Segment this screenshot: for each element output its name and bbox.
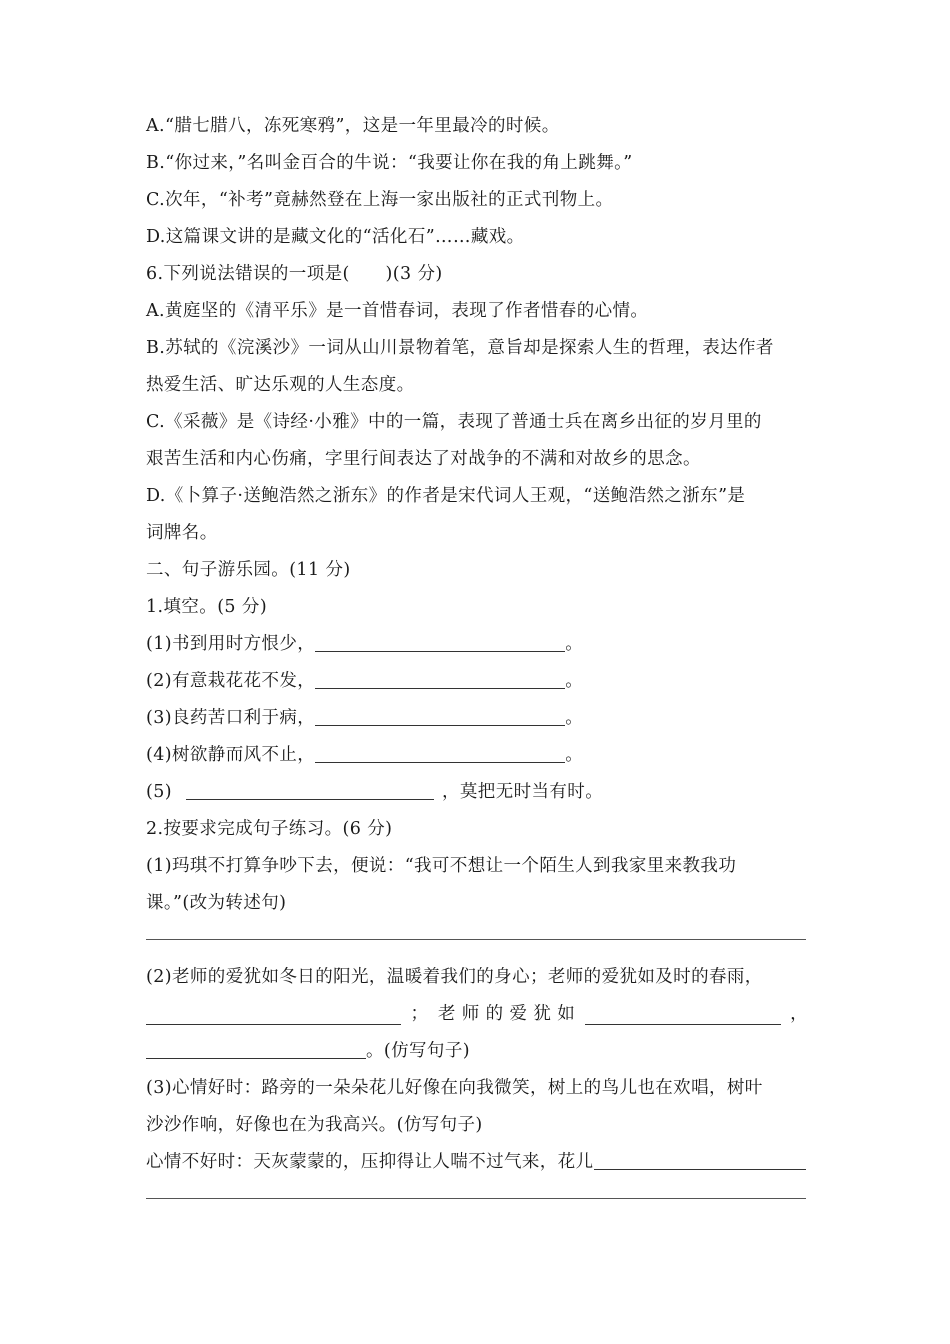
practice-2-line1: (2)老师的爱犹如冬日的阳光，温暖着我们的身心；老师的爱犹如及时的春雨， xyxy=(146,967,763,987)
q5-option-b: B.“你过来，”名叫金百合的牛说：“我要让你在我的角上跳舞。” xyxy=(146,153,633,173)
fill-item-5 xyxy=(146,774,808,811)
fill-item-1 xyxy=(146,626,808,663)
practice-2-mid: 老 师 的 爱 犹 如 xyxy=(437,1004,576,1024)
practice-3-line3 xyxy=(146,1144,808,1181)
fill-item-4 xyxy=(146,737,808,774)
fill-item-suffix: 。 xyxy=(565,634,584,654)
q6-option-d-line2: 词牌名。 xyxy=(146,523,218,543)
q6-option-b-line2: 热爱生活、旷达乐观的人生态度。 xyxy=(146,375,415,395)
fill-item-suffix: 。 xyxy=(565,745,584,765)
q5-option-c: C.次年，“补考”竟赫然登在上海一家出版社的正式刊物上。 xyxy=(146,190,614,210)
section2-title: 二、句子游乐园。(11 分) xyxy=(146,560,351,580)
practice-2-end: 。(仿写句子) xyxy=(366,1041,470,1061)
answer-line[interactable] xyxy=(146,1197,806,1199)
fill-item-suffix: ，莫把无时当有时。 xyxy=(442,782,604,802)
q6-option-c-line1: C.《采薇》是《诗经·小雅》中的一篇，表现了普通士兵在离乡出征的岁月里的 xyxy=(146,412,762,432)
fill-item-prefix: (4)树欲静而风不止， xyxy=(146,745,316,765)
fill-item-suffix: 。 xyxy=(565,708,584,728)
fill-blank[interactable] xyxy=(315,742,565,763)
fill-blank[interactable] xyxy=(146,1038,366,1059)
fill-blank[interactable] xyxy=(186,779,434,800)
fill-stem: 1.填空。(5 分) xyxy=(146,597,268,617)
fill-item-prefix: (1)书到用时方恨少， xyxy=(146,634,316,654)
answer-line[interactable] xyxy=(146,938,806,940)
q5-option-d: D.这篇课文讲的是藏文化的“活化石”……藏戏。 xyxy=(146,227,525,247)
fill-blank[interactable] xyxy=(315,705,565,726)
q6-option-c-line2: 艰苦生活和内心伤痛，字里行间表达了对战争的不满和对故乡的思念。 xyxy=(146,449,701,469)
q6-option-b-line1: B.苏轼的《浣溪沙》一词从山川景物着笔，意旨却是探索人生的哲理，表达作者 xyxy=(146,338,774,358)
practice-3-prefix: 心情不好时：天灰蒙蒙的，压抑得让人喘不过气来，花儿 xyxy=(146,1152,594,1172)
practice-1-line1: (1)玛琪不打算争吵下去，便说：“我可不想让一个陌生人到我家里来教我功 xyxy=(146,856,737,876)
fill-blank[interactable] xyxy=(585,1004,781,1025)
exam-page xyxy=(146,108,808,1218)
comma: ， xyxy=(790,1004,808,1024)
q6-stem: 6.下列说法错误的一项是( )(3 分) xyxy=(146,264,443,284)
q5-option-a: A.“腊七腊八，冻死寒鸦”，这是一年里最冷的时候。 xyxy=(146,116,560,136)
q6-option-d-line1: D.《卜算子·送鲍浩然之浙东》的作者是宋代词人王观，“送鲍浩然之浙东”是 xyxy=(146,486,746,506)
fill-item-prefix: (2)有意栽花花不发， xyxy=(146,671,316,691)
practice-2-line3 xyxy=(146,1033,808,1070)
practice-3-line2: 沙沙作响，好像也在为我高兴。(仿写句子) xyxy=(146,1115,483,1135)
practice-2-line2 xyxy=(146,996,808,1033)
fill-blank[interactable] xyxy=(315,668,565,689)
fill-item-3 xyxy=(146,700,808,737)
practice-1-line2: 课。”(改为转述句) xyxy=(146,893,287,913)
practice-stem: 2.按要求完成句子练习。(6 分) xyxy=(146,819,393,839)
fill-blank[interactable] xyxy=(594,1149,806,1170)
practice-3-line1: (3)心情好时：路旁的一朵朵花儿好像在向我微笑，树上的鸟儿也在欢唱，树叶 xyxy=(146,1078,763,1098)
semicolon: ； xyxy=(410,1004,429,1024)
fill-item-prefix: (5) xyxy=(146,782,172,802)
fill-item-prefix: (3)良药苦口利于病， xyxy=(146,708,316,728)
fill-item-2 xyxy=(146,663,808,700)
fill-blank[interactable] xyxy=(146,1004,401,1025)
fill-item-suffix: 。 xyxy=(565,671,584,691)
q6-option-a: A.黄庭坚的《清平乐》是一首惜春词，表现了作者惜春的心情。 xyxy=(146,301,649,321)
fill-blank[interactable] xyxy=(315,631,565,652)
